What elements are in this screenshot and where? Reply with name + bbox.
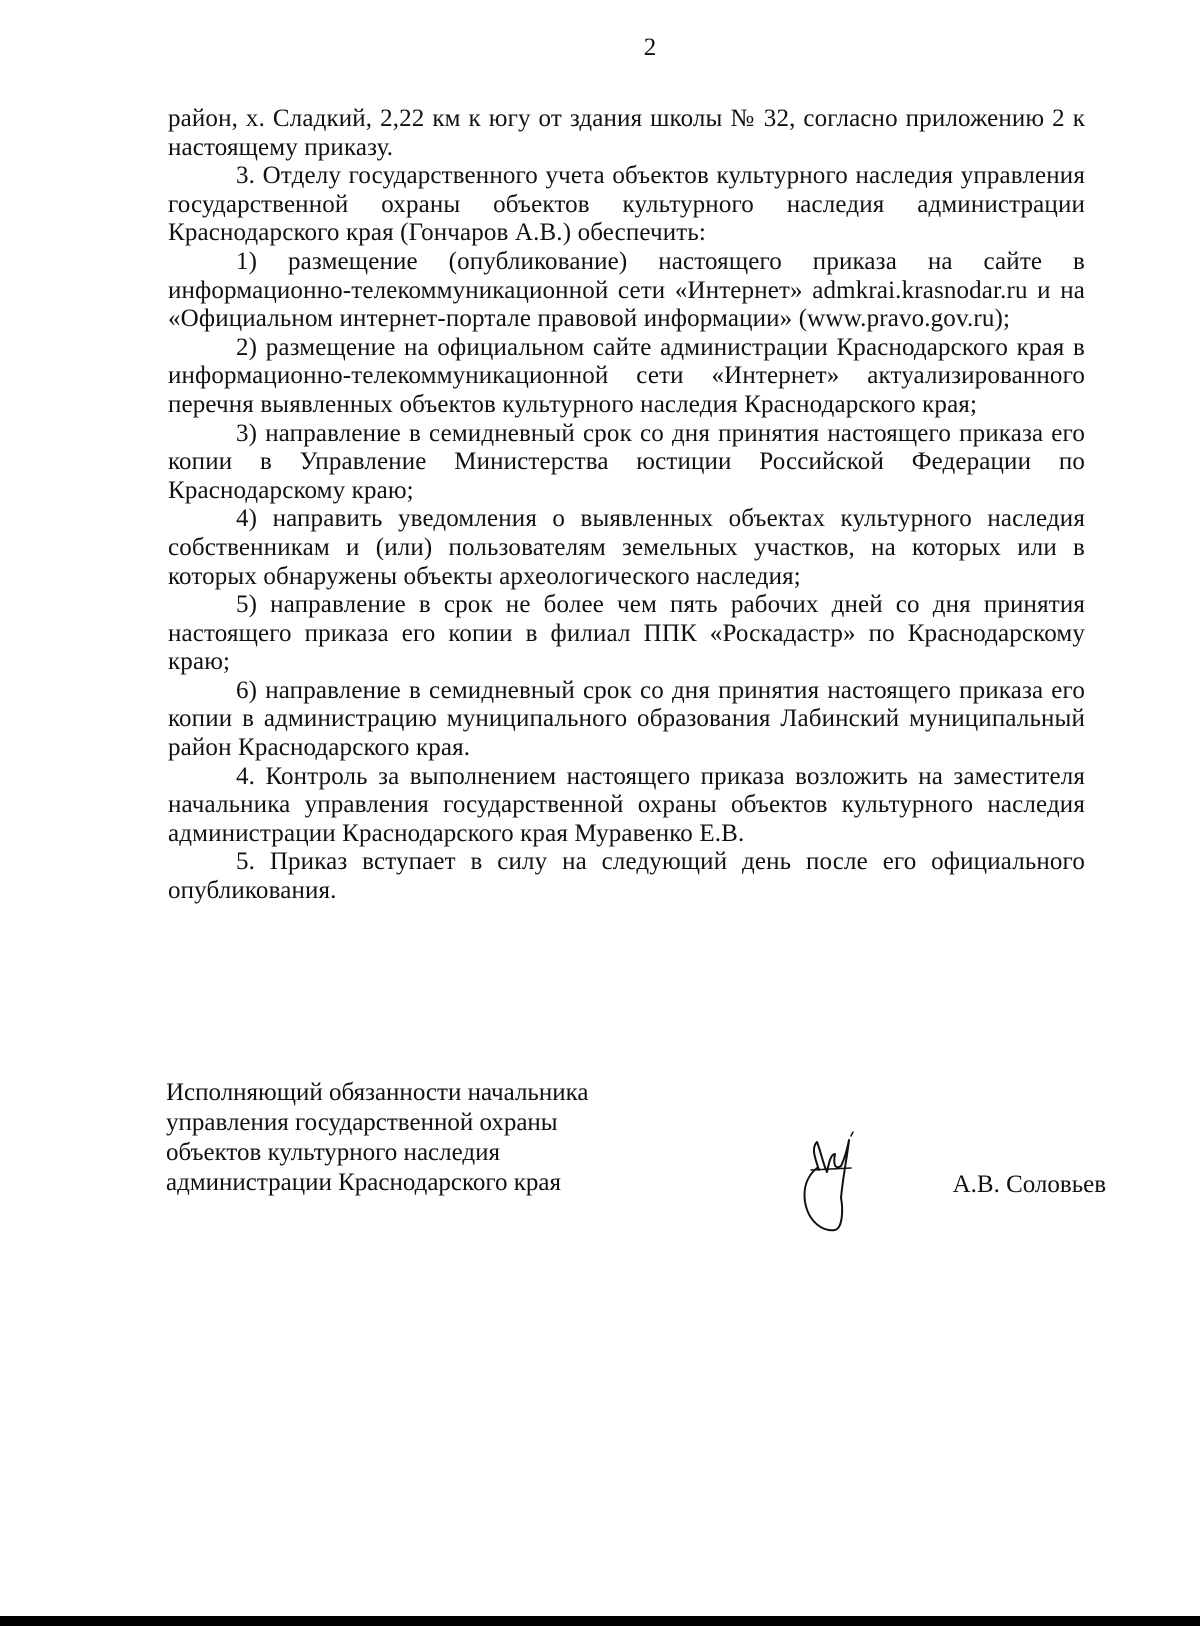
signer-title-line: Исполняющий обязанности начальника (166, 1079, 589, 1106)
signer-title (166, 1078, 588, 1198)
paragraph-subitem-2: 2) размещение на официальном сайте администрации Краснодарского края в информационно-телекоммуникационной сети «Интернет» актуализированного перечня выявленных объектов культурного наследия Краснодарского края; (168, 333, 1085, 418)
paragraph-subitem-1: 1) размещение (опубликование) настоящего приказа на сайте в информационно-телекоммуникационной сети «Интернет» admkrai.krasnodar.ru и на «Официальном интернет-портале правовой информации» (www.pravo.gov.ru); (168, 247, 1085, 333)
signer-title-line: объектов культурного наследия (166, 1139, 500, 1166)
paragraph-subitem-5: 5) направление в срок не более чем пять рабочих дней со дня принятия настоящего приказа его копии в филиал ППК «Роскадастр» по Краснодарскому краю; (168, 591, 1085, 676)
scan-edge-border (0, 1616, 1200, 1626)
signature-block (166, 1078, 1106, 1278)
page-number: 2 (643, 34, 657, 61)
signer-title-line: управления государственной охраны (166, 1109, 558, 1136)
paragraph-item-4: 4. Контроль за выполнением настоящего приказа возложить на заместителя начальника управления государственной охраны объектов культурного наследия администрации Краснодарского края Муравенко Е.В. (168, 762, 1085, 847)
paragraph-subitem-6: 6) направление в семидневный срок со дня принятия настоящего приказа его копии в администрацию муниципального образования Лабинский муниципальный район Краснодарского края. (168, 676, 1085, 762)
paragraph-subitem-4: 4) направить уведомления о выявленных объектах культурного наследия собственникам и (или) пользователям земельных участков, на которых или в которых обнаружены объекты археологического наследия; (168, 505, 1085, 590)
paragraph-item-3: 3. Отделу государственного учета объектов культурного наследия управления государственной охраны объектов культурного наследия администрации Краснодарского края (Гончаров А.В.) обеспечить: (168, 162, 1085, 247)
handwritten-signature (781, 1128, 891, 1278)
document-body (168, 105, 1085, 906)
paragraph-item-5: 5. Приказ вступает в силу на следующий день после его официального опубликования. (168, 848, 1085, 905)
signer-title-line: администрации Краснодарского края (166, 1169, 562, 1196)
signer-name: А.В. Соловьев (952, 1171, 1106, 1198)
paragraph-continuation: район, х. Сладкий, 2,22 км к югу от здания школы № 32, согласно приложению 2 к настоящему приказу. (168, 105, 1085, 161)
paragraph-subitem-3: 3) направление в семидневный срок со дня принятия настоящего приказа его копии в Управление Министерства юстиции Российской Федерации по Краснодарскому краю; (168, 419, 1085, 504)
